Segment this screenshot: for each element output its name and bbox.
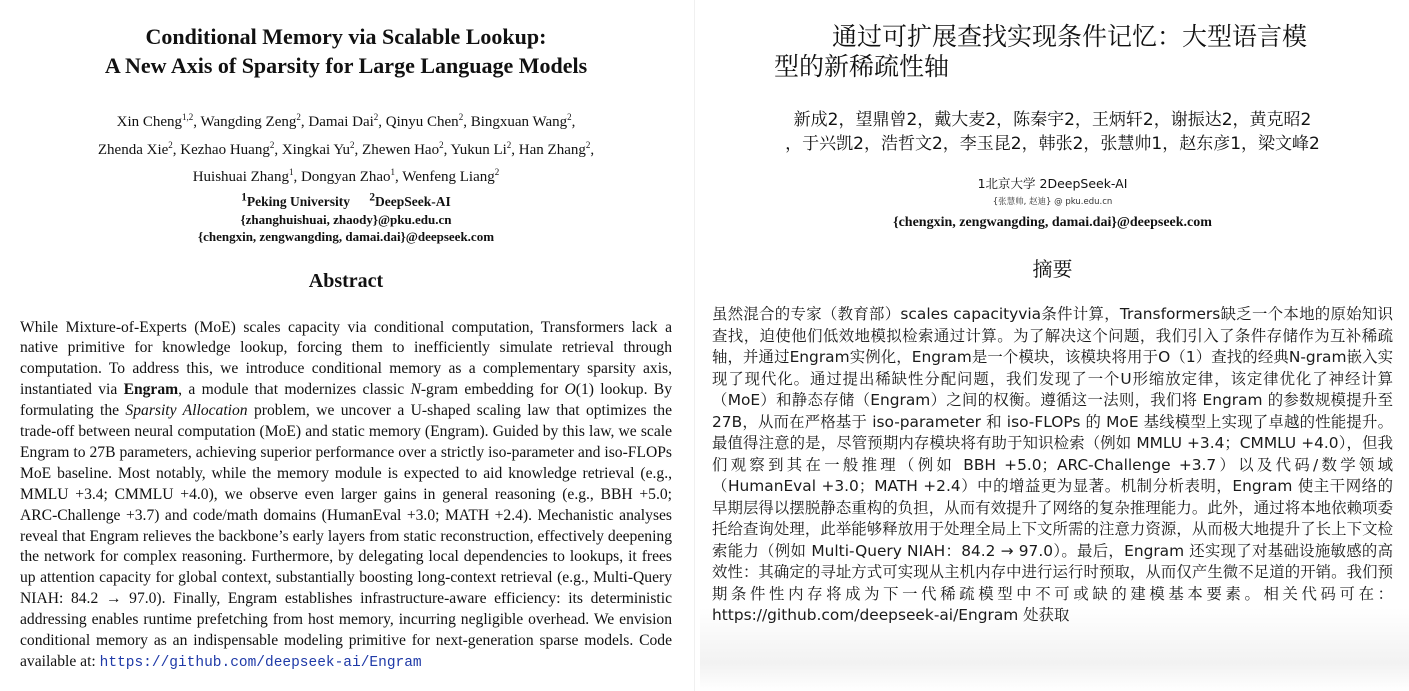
paper-title-line-1: Conditional Memory via Scalable Lookup: <box>145 24 547 49</box>
abstract-body: While Mixture-of-Experts (MoE) scales capacity via conditional computation, Transformers lack a native primitive for knowledge lookup, forcing them to inefficiently simulate retrieval through computation. To address this, we introduce conditional memory as a complementary sparsity axis, instantiated via Engram, a module that modernizes classic N-gram embedding for O(1) lookup. By formulating the Sparsity Allocation problem, we uncover a U-shaped scaling law that optimizes the trade-off between neural computation (MoE) and static memory (Engram). Guided by this law, we scale Engram to 27B parameters, achieving superior performance over a strictly iso-parameter and iso-FLOPs MoE baseline. Most notably, while the memory module is expected to aid knowledge retrieval (e.g., MMLU +3.4; CMMLU +4.0), we observe even larger gains in general reasoning (e.g., BBH +5.0; ARC-Challenge +3.7) and code/math domains (HumanEval +3.0; MATH +2.4). Mechanistic analyses reveal that Engram relieves the backbone’s early layers from static reconstruction, effectively deepening the network for complex reasoning. Furthermore, by delegating local dependencies to lookups, it frees up attention capacity for global context, substantially boosting long-context retrieval (e.g., Multi-Query NIAH: 84.2 → 97.0). Finally, Engram establishes infrastructure-aware efficiency: its deterministic addressing enables runtime prefetching from host memory, incurring negligible overhead. We envision conditional memory as an indispensable modeling primitive for next-generation sparse models. Code available at: https://github.com/deepseek-ai/Engram <box>20 318 673 671</box>
translated-title-line-2: 型的新稀疏性轴 <box>774 52 950 81</box>
author: Han Zhang$^2$ <box>518 139 591 158</box>
chinese-translation-panel <box>700 0 1409 691</box>
translated-abstract-heading: 摘要 <box>1032 257 1073 281</box>
paper-title <box>20 22 672 80</box>
author: Zhewen Hao$^2$ <box>362 139 444 158</box>
author: Xin Cheng$^{1,2}$ <box>116 112 194 130</box>
author: Wenfeng Liang$^2$ <box>402 167 500 185</box>
affiliation-peking: $^1$Peking University <box>241 191 350 209</box>
translated-abstract-body: 虽然混合的专家（教育部）scales capacityvia条件计算，Transformers缺乏一个本地的原始知识查找，迫使他们低效地模拟检索通过计算。为了解决这个问题，我们引入了条件存储作为互补稀疏轴，并通过Engram实例化，Engram是一个模块，该模块将用于O（1）查找的经典N-gram嵌入实现了现代化。通过提出稀缺性分配问题，我们发现了一个U形缩放定律，该定律优化了神经计算（MoE）和静态存储（Engram）之间的权衡。遵循这一法则，我们将 Engram 的参数规模提升至 27B，从而在严格基于 iso-parameter 和 iso-FLOPs 的 MoE 基线模型上实现了卓越的性能提升。最值得注意的是，尽管预期内存模块将有助于知识检索（例如 MMLU +3.4；CMMLU +4.0），但我们观察到其在一般推理（例如 BBH +5.0；ARC-Challenge +3.7）以及代码/数学领域（HumanEval +3.0；MATH +2.4）中的增益更为显著。机制分析表明，Engram 使主干网络的早期层得以摆脱静态重构的负担，从而有效提升了网络的复杂推理能力。此外，通过将本地依赖项委托给查询处理，此举能够释放用于处理全局上下文所需的注意力资源，从而极大地提升了长上下文检索能力（例如 Multi-Query NIAH：84.2 → 97.0）。最后，Engram 还实现了对基础设施敏感的高效性：其确定的寻址方式可实现从主机内存中进行运行时预取，从而仅产生微不足道的开销。我们预期条件性内存将成为下一代稀疏模型中不可或缺的建模基本要素。相关代码可在：https://github.com/deepseek-ai/Engram 处获取 <box>712 305 1393 624</box>
author: Zhenda Xie$^2$ <box>97 139 173 158</box>
translated-title <box>774 22 1393 82</box>
author: Yukun Li$^2$ <box>450 139 512 158</box>
translated-authors-line-2: ，于兴凯2，浩哲文2，李玉昆2，韩张2，张慧帅1，赵东彦1，梁文峰2 <box>785 134 1320 154</box>
paper-title-line-2: A New Axis of Sparsity for Large Language Models <box>104 53 588 78</box>
author: Wangding Zeng$^2$ <box>200 112 301 130</box>
author: Kezhao Huang$^2$ <box>180 139 275 158</box>
translated-title-line-1: 通过可扩展查找实现条件记忆：大型语言模 <box>832 22 1308 51</box>
translated-email-pku: {张慧帅, 赵迪} @ pku.edu.cn <box>992 197 1113 207</box>
translated-authors-line-1: 新成2，望鼎曾2，戴大麦2，陈秦宇2，王炳轩2，谢振达2，黄克昭2 <box>793 110 1312 130</box>
email-deepseek: {chengxin, zengwangding, damai.dai}@deepseek.com <box>197 229 495 244</box>
author: Huishuai Zhang$^1$ <box>192 167 294 185</box>
author: Xingkai Yu$^2$ <box>281 139 355 158</box>
affiliation-deepseek: $^2$DeepSeek-AI <box>369 191 451 209</box>
translated-affiliations: 1北京大学 2DeepSeek-AI <box>977 176 1128 191</box>
author: Qinyu Chen$^2$ <box>385 112 464 130</box>
translated-author-list <box>712 108 1393 156</box>
author-list: Xin Cheng$^{1,2}$, Wangding Zeng$^2$, Damai Dai$^2$, Qinyu Chen$^2$, Bingxuan Wang$^2$, Zhenda Xie$^2$, Kezhao Huang$^2$, Xingkai Yu$^2$, Zhewen Hao$^2$, Yukun Li$^2$, Han Zhang$^2$, Huishuai Zhang$^1$, Dongyan Zhao$^1$, Wenfeng Liang$^2$ <box>97 112 595 185</box>
english-paper-panel <box>0 0 690 691</box>
author: Bingxuan Wang$^2$ <box>470 112 572 130</box>
author: Damai Dai$^2$ <box>308 112 379 130</box>
abstract-heading: Abstract <box>308 269 384 292</box>
panel-divider <box>694 0 695 691</box>
email-pku: {zhanghuishuai, zhaody}@pku.edu.cn <box>240 211 452 227</box>
affiliations <box>20 190 672 246</box>
translated-email-deepseek: {chengxin, zengwangding, damai.dai}@deepseek.com <box>893 215 1212 230</box>
code-link[interactable]: https://github.com/deepseek-ai/Engram <box>99 655 422 671</box>
author: Dongyan Zhao$^1$ <box>300 167 396 185</box>
